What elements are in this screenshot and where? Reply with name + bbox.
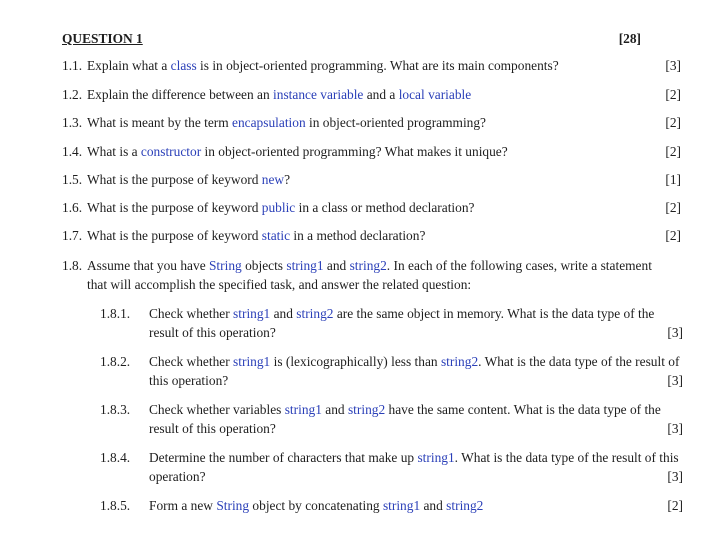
question-text: What is the purpose of keyword <box>87 200 262 215</box>
question-text: What is the purpose of keyword <box>87 228 262 243</box>
keyword-class: class <box>170 58 197 73</box>
question-number: 1.6. <box>62 200 83 215</box>
question-text-block <box>100 448 683 486</box>
keyword-string1: string1 <box>284 402 322 417</box>
question-marks: [2] <box>665 87 681 102</box>
question-text: object by concatenating <box>249 498 383 513</box>
question-text: . What is the data type of the result of this operation? <box>149 450 679 484</box>
question-text-block <box>100 352 683 390</box>
question-1-8-4 <box>100 448 683 486</box>
question-text: Determine the number of characters that make up <box>149 450 418 465</box>
question-text: and <box>420 498 447 513</box>
question-text: and <box>270 306 297 321</box>
keyword-static: static <box>261 228 291 243</box>
question-1-8-5 <box>100 496 683 515</box>
question-1-1 <box>62 58 681 74</box>
keyword-string: String <box>208 258 242 273</box>
question-marks: [2] <box>665 200 681 215</box>
question-text: What is a <box>87 144 141 159</box>
keyword-string: String <box>216 498 250 513</box>
keyword-string1: string1 <box>233 354 271 369</box>
question-1-5 <box>62 172 681 188</box>
keyword-local-variable: local variable <box>398 87 472 102</box>
question-text: in a method declaration? <box>290 228 426 243</box>
question-text: Check whether <box>149 354 234 369</box>
question-marks: [1] <box>665 172 681 187</box>
keyword-string2: string2 <box>296 306 334 321</box>
keyword-encapsulation: encapsulation <box>232 115 306 130</box>
question-text: Check whether variables <box>149 402 285 417</box>
question-1-2 <box>62 87 681 103</box>
question-text-block <box>100 400 683 438</box>
question-number: 1.1. <box>62 58 83 73</box>
question-text: and <box>321 402 348 417</box>
question-number: 1.8.5. <box>100 498 131 513</box>
question-text: is in object-oriented programming. What are its main components? <box>196 58 559 73</box>
question-text: Assume that you have <box>87 258 209 273</box>
question-text-block <box>100 304 683 342</box>
keyword-constructor: constructor <box>140 144 202 159</box>
question-number: 1.4. <box>62 144 83 159</box>
question-text: objects <box>241 258 287 273</box>
question-marks: [3] <box>667 325 683 340</box>
question-number: 1.8.1. <box>100 306 131 321</box>
question-marks: [3] <box>667 421 683 436</box>
question-text-block <box>100 496 683 515</box>
question-marks: [3] <box>667 469 683 484</box>
question-1-8-3 <box>100 400 683 438</box>
question-number: 1.2. <box>62 87 83 102</box>
question-number: 1.7. <box>62 228 83 243</box>
keyword-string2: string2 <box>349 258 387 273</box>
keyword-string2: string2 <box>446 498 484 513</box>
question-text: Explain what a <box>87 58 171 73</box>
keyword-string2: string2 <box>440 354 479 369</box>
question-text: What is the purpose of keyword <box>87 172 262 187</box>
question-text: are the same object in memory. What is the data type of the result of this operation? <box>149 306 655 340</box>
question-text: Explain the difference between an <box>87 87 274 102</box>
question-text: What is meant by the term <box>87 115 233 130</box>
question-heading: QUESTION 1 <box>62 31 143 46</box>
question-text: in object-oriented programming? <box>305 115 486 130</box>
question-text: have the same content. What is the data type of the result of this operation? <box>149 402 661 436</box>
keyword-string1: string1 <box>417 450 455 465</box>
question-text: in object-oriented programming? What makes it unique? <box>201 144 508 159</box>
question-marks: [3] <box>667 373 683 388</box>
question-number: 1.3. <box>62 115 83 130</box>
question-number: 1.5. <box>62 172 83 187</box>
question-marks: [2] <box>665 115 681 130</box>
question-marks: [2] <box>665 228 681 243</box>
question-text: Check whether <box>149 306 234 321</box>
question-text: and a <box>363 87 399 102</box>
question-1-8 <box>62 256 672 294</box>
question-number: 1.8. <box>62 258 83 273</box>
question-text: in a class or method declaration? <box>295 200 475 215</box>
question-total-marks: [28] <box>618 31 641 46</box>
question-1-8-1 <box>100 304 683 342</box>
question-1-7 <box>62 228 681 244</box>
keyword-new: new <box>261 172 285 187</box>
keyword-string1: string1 <box>286 258 324 273</box>
question-number: 1.8.2. <box>100 354 131 369</box>
keyword-string1: string1 <box>382 498 421 513</box>
question-text-block <box>62 256 672 294</box>
question-1-6 <box>62 200 681 216</box>
keyword-public: public <box>261 200 296 215</box>
question-text: is (lexicographically) less than <box>270 354 441 369</box>
question-text: and <box>323 258 350 273</box>
question-number: 1.8.4. <box>100 450 131 465</box>
question-1-3 <box>62 115 681 131</box>
question-1-4 <box>62 144 681 160</box>
question-marks: [3] <box>665 58 681 73</box>
question-1-8-2 <box>100 352 683 390</box>
question-text: . In each of the following cases, write a statement that will accomplish the specified task, and answer the related question: <box>87 258 652 292</box>
keyword-instance-variable: instance variable <box>273 87 364 102</box>
keyword-string2: string2 <box>347 402 386 417</box>
question-number: 1.8.3. <box>100 402 131 417</box>
question-marks: [2] <box>665 144 681 159</box>
keyword-string1: string1 <box>233 306 271 321</box>
question-text: Form a new <box>149 498 217 513</box>
question-marks: [2] <box>667 498 683 513</box>
question-text: . What is the data type of the result of this operation? <box>149 354 680 388</box>
question-text: ? <box>284 172 291 187</box>
